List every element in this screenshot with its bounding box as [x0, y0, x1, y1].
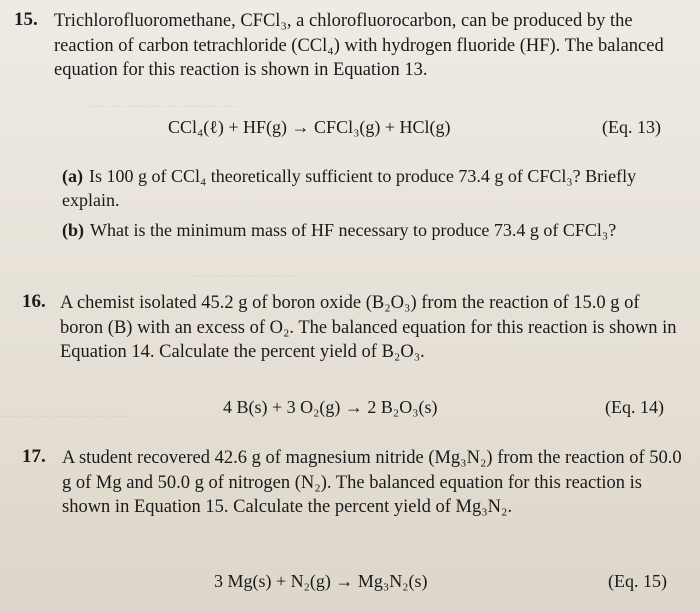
problem-text: A student recovered 42.6 g of magnesium nitride (Mg₃N₂) from the reaction of 50.0 g of Mg and 50.0 g of nitrogen (N₂). The balanced equation for this reaction is shown in Equation 15. Calculate the percent yield of Mg₃N₂. — [62, 448, 682, 517]
sub-question-text: What is the minimum mass of HF necessary to produce 73.4 g of CFCl₃? — [90, 220, 617, 240]
equation: 4 B(s) + 3 O₂(g) → 2 B₂O₃(s) — [223, 397, 438, 417]
equation-tag: (Eq. 14) — [605, 397, 664, 417]
problem-number: 16. — [22, 291, 46, 312]
sub-question-a — [62, 164, 684, 212]
problem-number: 17. — [22, 446, 46, 467]
equation: 3 Mg(s) + N₂(g) → Mg₃N₂(s) — [214, 571, 428, 591]
sub-question-label: (a) — [62, 166, 83, 186]
equation: CCl₄(ℓ) + HF(g) → CFCl₃(g) + HCl(g) — [168, 117, 451, 137]
problem-text: A chemist isolated 45.2 g of boron oxide (B₂O₃) from the reaction of 15.0 g of boron (B) with an excess of O₂. The balanced equation for this reaction is shown in Equation 14. Calculate the percent yield of B₂O₃. — [60, 293, 677, 362]
equation-tag: (Eq. 13) — [602, 117, 661, 137]
bleed-through-text: — — — — — — — — [0, 408, 128, 424]
sub-question-b — [62, 218, 684, 242]
sub-question-text: Is 100 g of CCl₄ theoretically sufficient to produce 73.4 g of CFCl₃? Briefly explain. — [62, 166, 637, 210]
sub-question-label: (b) — [62, 220, 84, 240]
problem-number: 15. — [14, 9, 38, 30]
bleed-through-text: — — — — — — — — — [90, 98, 237, 114]
bleed-through-text: — — — — — — — [190, 268, 299, 284]
equation-tag: (Eq. 15) — [608, 571, 667, 591]
problem-text: Trichlorofluoromethane, CFCl₃, a chlorofluorocarbon, can be produced by the reaction of carbon tetrachloride (CCl₄) with hydrogen fluoride (HF). The balanced equation for this reaction is shown in Equation 13. — [54, 11, 664, 80]
